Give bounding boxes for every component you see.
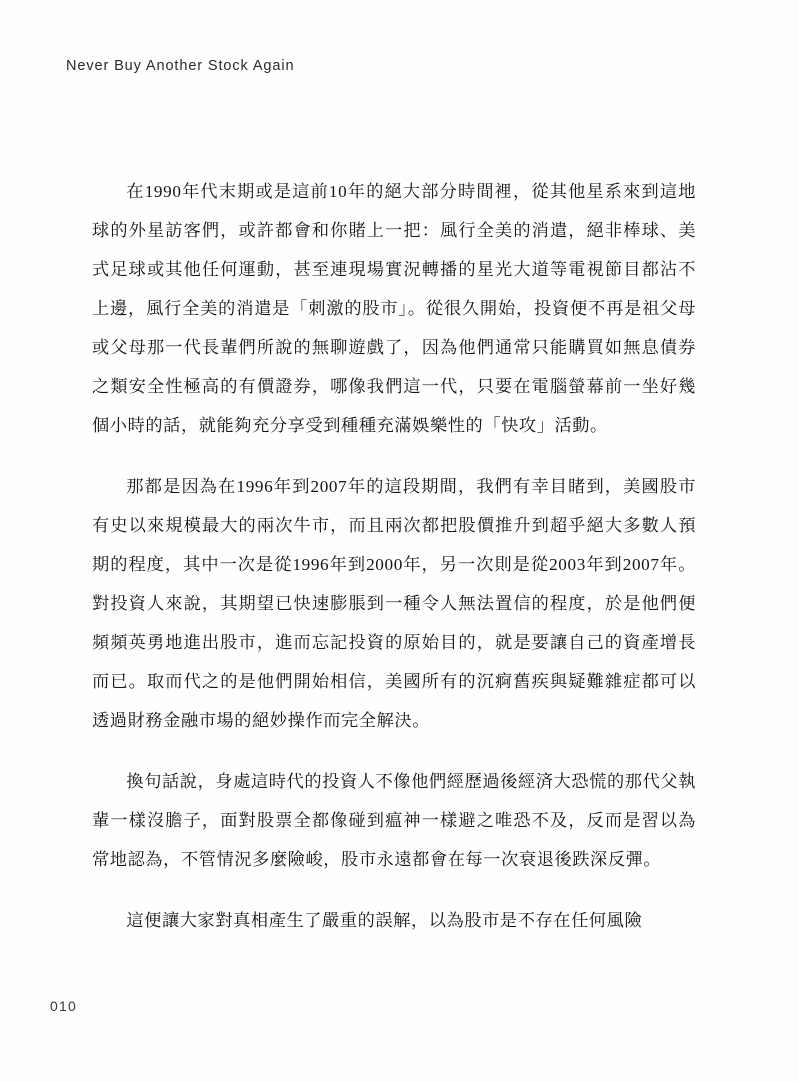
paragraph: 換句話說，身處這時代的投資人不像他們經歷過後經済大恐慌的那代父執輩一樣沒膽子，面對股票全都像碰到瘟神一樣避之唯恐不及，反而是習以為常地認為，不管情況多麼險峻，股市永遠都會在每一次衰退後跌深反彈。 bbox=[92, 772, 696, 869]
paragraph: 那都是因為在1996年到2007年的這段期間，我們有幸目睹到，美國股市有史以來規模最大的兩次牛市，而且兩次都把股價推升到超乎絕大多數人預期的程度，其中一次是從1996年到2000年，另一次則是從2003年到2007年。對投資人來說，其期望已快速膨脹到一種令人無法置信的程度，於是他們便頻頻英勇地進出股市，進而忘記投資的原始目的，就是要讓自己的資產增長而已。取而代之的是他們開始相信，美國所有的沉痾舊疾與疑難雜症都可以透過財務金融市場的絕妙操作而完全解決。 bbox=[92, 477, 696, 730]
paragraph: 在1990年代末期或是這前10年的絕大部分時間裡，從其他星系來到這地球的外星訪客們，或許都會和你賭上一把：風行全美的消遣，絕非棒球、美式足球或其他任何運動，甚至連現場實況轉播的星光大道等電視節目都沾不上邊，風行全美的消遣是「刺激的股市」。從很久開始，投資便不再是祖父母或父母那一代長輩們所說的無聊遊戲了，因為他們通常只能購買如無息債券之類安全性極高的有價證券，哪像我們這一代，只要在電腦螢幕前一坐好幾個小時的話，就能夠充分享受到種種充滿娛樂性的「快攻」活動。 bbox=[92, 182, 696, 435]
running-head: Never Buy Another Stock Again bbox=[66, 58, 295, 74]
page-number: 010 bbox=[50, 998, 77, 1014]
body-text-column bbox=[92, 172, 696, 940]
paragraph: 這便讓大家對真相產生了嚴重的誤解，以為股市是不存在任何風險 bbox=[126, 911, 643, 930]
